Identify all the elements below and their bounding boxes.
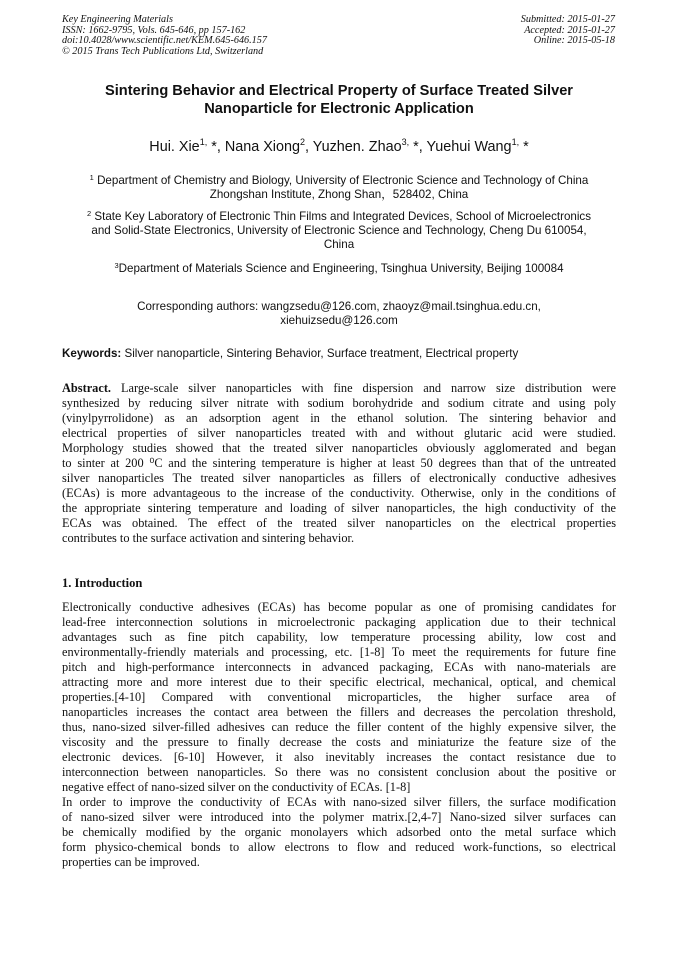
online-date: Online: 2015-05-18 [533,35,615,47]
keywords-label: Keywords: [62,347,122,360]
introduction-paragraph [62,600,616,870]
abstract-line: the appropriate sintering temperature and loading of silver nanoparticles, the high conductivity of the [62,501,616,515]
abstract-line: silver nanoparticles The treated silver nanoparticles as fillers of electronically conductive adhesives [62,471,616,485]
abstract-line: synthesized by reducing silver nitrate with sodium borohydride and sodium citrate and using poly [62,396,616,410]
affiliation-text: Department of Materials Science and Engineering, Tsinghua University, Beijing 100084 [118,262,564,275]
paragraph-line: properties.[4-10] Compared with conventional microparticles, the higher surface area of [62,690,616,704]
affiliation-number: 1 [89,173,94,182]
paragraph-line: Electronically conductive adhesives (ECAs) has become popular as one of promising candidates for [62,600,616,614]
corresponding-text: xiehuizsedu@126.com [280,314,398,327]
issn-line: ISSN: 1662-9795, Vols. 645-646, pp 157-162 [62,24,246,36]
paragraph-line: interconnection between nanoparticles. So there was no consistent conclusion about the positive or [62,765,616,779]
corresponding-mark: * [207,139,217,155]
submitted-date: Submitted: 2015-01-27 [520,14,615,25]
author-name: Hui. Xie [149,139,200,155]
affiliation-number: 3 [114,261,119,270]
abstract-line: (ECAs) is more advantageous to the increase of the conductivity. Otherwise, only in the conditions of [62,486,616,500]
paragraph-line: nanoparticles increases the contact area between the fillers and decreases the percolation threshold, [62,705,616,719]
abstract-line: (vinylpyrrolidone) as an adsorption agent in the ethanol solution. The sintering behavior and [62,411,616,425]
abstract-line: Morphology studies showed that the treated silver nanoparticles obviously agglomerated and began [62,441,616,455]
affiliation-text: and Solid-State Electronics, University of Electronic Science and Technology, Cheng Du 610054, [91,224,587,237]
corresponding-mark: * [519,139,529,155]
title-line: Nanoparticle for Electronic Application [204,101,474,117]
keywords [62,347,616,361]
paragraph-line: pitch and high-performance interconnects in advanced packaging, ECAs with nano-materials are [62,660,616,674]
abstract-text: Large-scale silver nanoparticles with fine dispersion and narrow size distribution were [111,381,616,395]
paper-title [62,82,616,118]
paragraph-line: In order to improve the conductivity of ECAs with nano-sized silver fillers, the surface modification [62,795,616,809]
affiliation-text: State Key Laboratory of Electronic Thin Films and Integrated Devices, School of Microelectronics [94,210,592,223]
keywords-text: Silver nanoparticle, Sintering Behavior, Surface treatment, Electrical property [121,347,519,360]
affiliation-text: Department of Chemistry and Biology, University of Electronic Science and Technology of China [97,174,589,187]
affiliation-2 [62,210,616,252]
paragraph-line: attracting more and more interest due to their specific electrical, mechanical, optical, and chemical [62,675,616,689]
copyright-line: © 2015 Trans Tech Publications Ltd, Switzerland [62,45,264,57]
corresponding-text: Corresponding authors: wangzsedu@126.com, zhaoyz@mail.tsinghua.edu.cn, [137,300,541,313]
affiliation-3 [62,262,616,276]
publication-dates [521,15,615,47]
paragraph-line: advantages such as fine pitch capability, low temperature processing ability, low cost and [62,630,616,644]
abstract-line: to sinter at 200 ⁰C and the sintering temperature is higher at least 50 degrees than that of the untreated [62,456,616,470]
affiliation-number: 2 [86,209,92,218]
author-affiliation-mark: 1, [199,137,208,147]
author-affiliation-mark: 1, [511,137,520,147]
accepted-date: Accepted: 2015-01-27 [524,24,615,36]
doi-line: doi:10.4028/www.scientific.net/KEM.645-646.157 [62,35,267,47]
paragraph-line: environmentally-friendly materials and processing, etc. [1-8] To meet the requirements for future fine [62,645,616,659]
author-affiliation-mark: 2 [300,137,306,147]
paragraph-line: be chemically modified by the organic monolayers which adsorbed onto the metal surface which [62,825,616,839]
paragraph-line: form physico-chemical bonds to allow electrons to flow and reduced work-functions, so electrical [62,840,616,854]
paragraph-line: electronic devices. [6-10] However, it also inevitably increases the contact resistance due to [62,750,616,764]
affiliation-1 [62,174,616,202]
abstract [62,381,616,546]
abstract-line: contributes to the surface activation and sintering behavior. [62,531,355,545]
paragraph-line: properties can be improved. [62,855,200,869]
section-heading: 1. Introduction [62,576,143,590]
author-list: Hui. Xie$^{1,}$ *, Nana Xiong$^2$, Yuzhen. Zhao$^{3,}$ *, Yuehui Wang$^{1,}$ * [149,137,529,155]
corresponding-mark: * [409,139,419,155]
affiliation-text: Zhongshan Institute, Zhong Shan，528402, China [209,188,469,201]
paragraph-line: negative effect of nano-sized silver on the conductivity of ECAs. [1-8] [62,780,411,794]
abstract-label: Abstract. [62,381,112,395]
affiliation-text: China [323,238,355,251]
paragraph-line: thus, nano-sized silver-filled adhesives can reduce the filler content of the highly expensive silver, the [62,720,616,734]
journal-name: Key Engineering Materials [62,14,173,25]
author-name: Nana Xiong [224,139,301,155]
corresponding-authors [62,300,616,328]
author-name: Yuehui Wang [426,139,512,155]
author-name: Yuzhen. Zhao [312,139,402,155]
paragraph-line: lead-free interconnection solutions in microelectronic packaging application due to their technical [62,615,616,629]
abstract-line: ECAs was obtained. The effect of the treated silver nanoparticles on the electrical properties [62,516,616,530]
journal-info [62,15,267,57]
title-line: Sintering Behavior and Electrical Property of Surface Treated Silver [105,83,573,99]
paragraph-line: viscosity and the pressure to finally decrease the costs and miniaturize the feature size of the [62,735,616,749]
author-affiliation-mark: 3, [401,137,410,147]
abstract-line: electrical properties of silver nanoparticles treated with and without glutaric acid were studied. [62,426,616,440]
abstract-line [62,381,616,396]
paragraph-line: of nano-sized silver were introduced into the polymer matrix.[2,4-7] Nano-sized silver surfaces can [62,810,616,824]
